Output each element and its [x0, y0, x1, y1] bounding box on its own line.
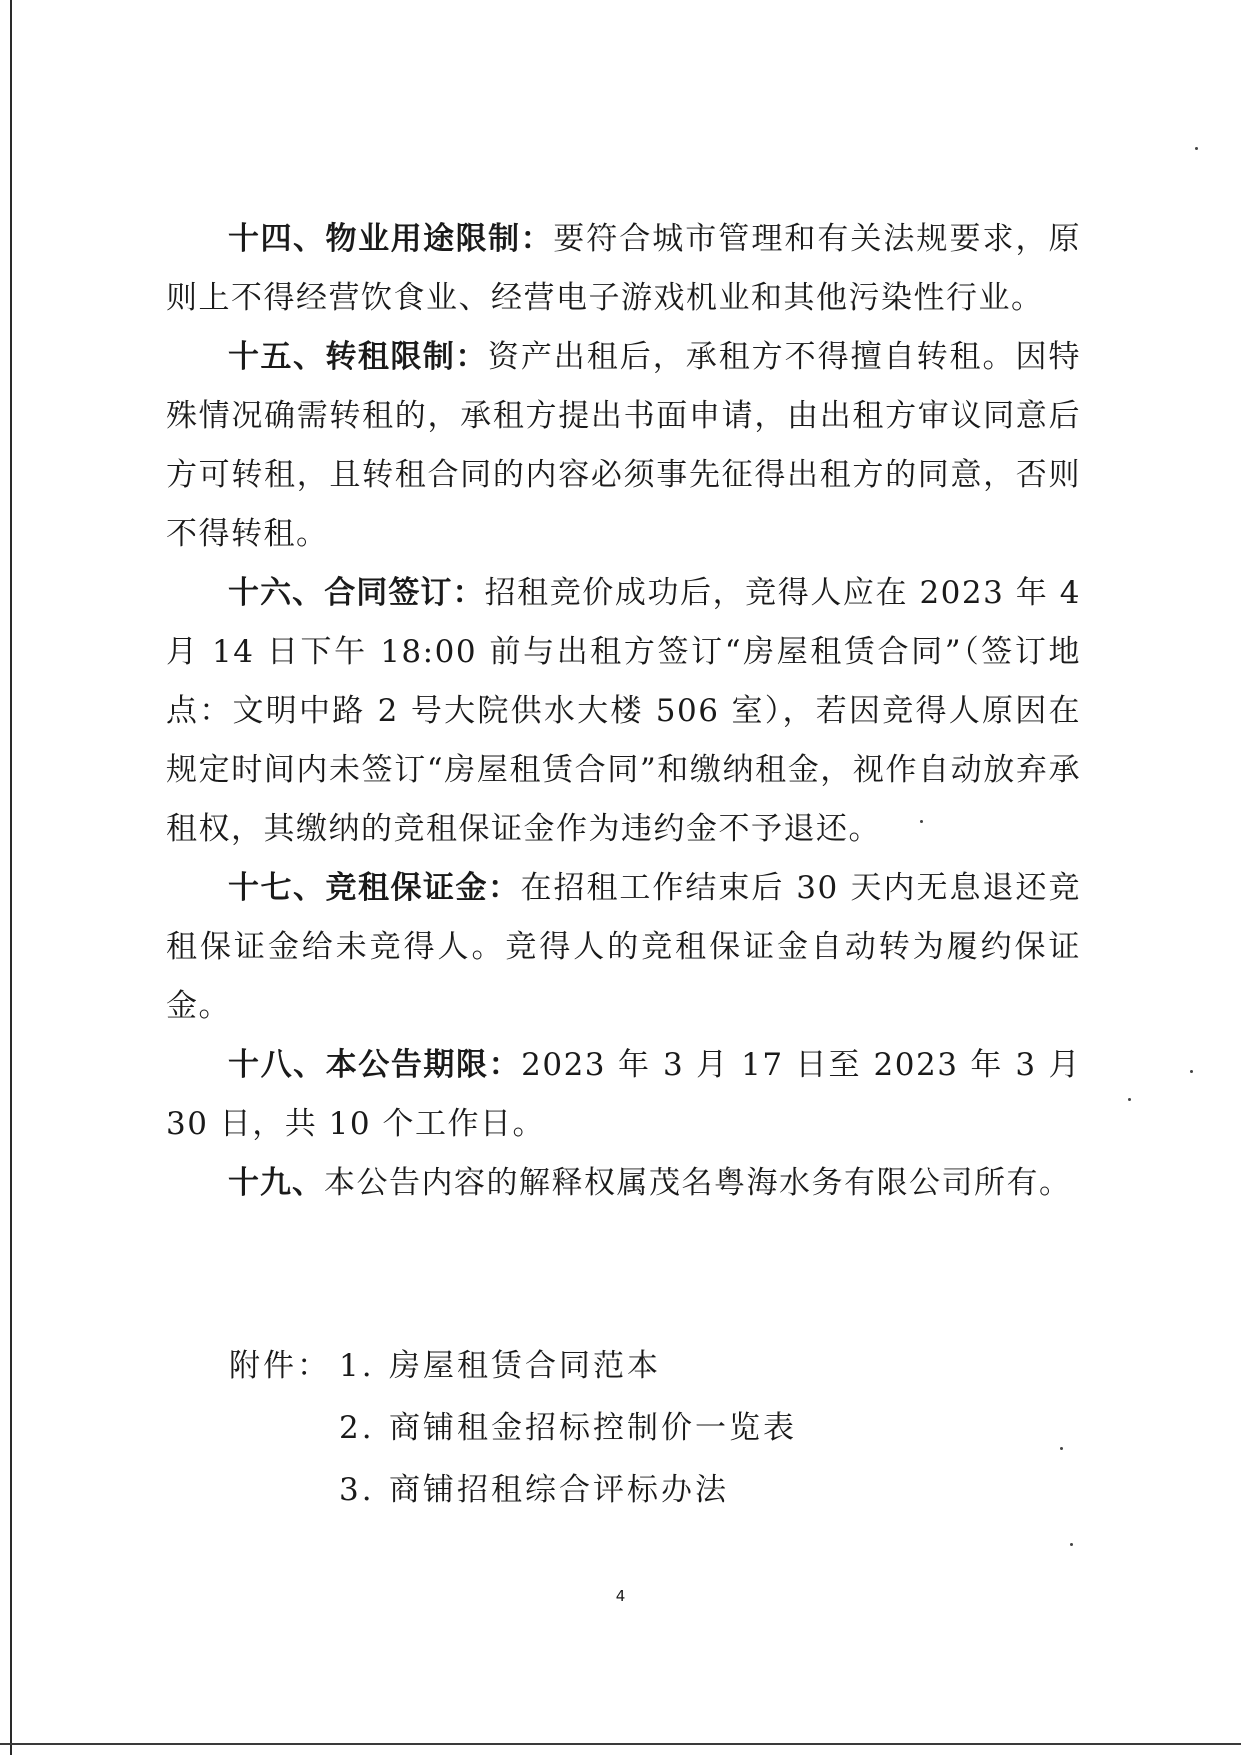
attachment-number: 3. — [339, 1472, 375, 1508]
section-17 — [166, 859, 1081, 1036]
attachment-title: 商铺租金招标控制价一览表 — [389, 1410, 797, 1446]
scan-speck — [1190, 1070, 1193, 1073]
section-heading: 十九、 — [228, 1165, 324, 1201]
attachment-title: 房屋租赁合同范本 — [389, 1348, 661, 1384]
attachment-item — [229, 1335, 797, 1397]
section-heading: 十六、合同签订： — [228, 575, 485, 611]
scan-speck — [1070, 1543, 1073, 1546]
attachment-item — [229, 1459, 797, 1521]
section-text: 要符合城市管理和有关法规要求，原则上不得经营饮食业、经营电子游戏机业和其他污染性行业。 — [166, 221, 1082, 316]
section-heading: 十七、竞租保证金： — [228, 870, 521, 906]
announcement-body — [166, 210, 1081, 1213]
section-16 — [166, 564, 1081, 859]
scan-left-edge — [10, 0, 12, 1755]
section-14 — [166, 210, 1081, 328]
section-text: 在招租工作结束后 30 天内无息退还竞租保证金给未竞得人。竞得人的竞租保证金自动转为履约保证金。 — [166, 870, 1082, 1024]
section-text: 资产出租后，承租方不得擅自转租。因特殊情况确需转租的，承租方提出书面申请，由出租方审议同意后方可转租，且转租合同的内容必须事先征得出租方的同意，否则不得转租。 — [166, 339, 1082, 552]
scan-bottom-edge — [0, 1743, 1241, 1745]
attachment-item — [229, 1397, 797, 1459]
attachment-number: 2. — [339, 1410, 375, 1446]
section-heading: 十八、本公告期限： — [228, 1047, 522, 1083]
section-heading: 十五、转租限制： — [228, 339, 488, 375]
scan-speck — [1128, 1098, 1131, 1101]
scan-speck — [1060, 1447, 1063, 1450]
section-text: 招租竞价成功后，竞得人应在 2023 年 4 月 14 日下午 18:00 前与出租方签订“房屋租赁合同”（签订地点：文明中路 2 号大院供水大楼 506 室），若因竞得人原因在规定时间内未签订“房屋租赁合同”和缴纳租金，视作自动放弃承租权，其缴纳的竞租保证金作为违约金不予退还。 — [166, 575, 1082, 847]
scan-speck — [1195, 147, 1198, 150]
page-number: 4 — [615, 1587, 626, 1605]
section-text: 2023 年 3 月 17 日至 2023 年 3 月 30 日，共 10 个工作日。 — [166, 1047, 1081, 1142]
attachment-title: 商铺招租综合评标办法 — [389, 1472, 729, 1508]
attachments-label: 附件： — [229, 1348, 331, 1384]
section-19 — [166, 1154, 1081, 1213]
section-heading: 十四、物业用途限制： — [228, 221, 554, 257]
section-text: 本公告内容的解释权属茂名粤海水务有限公司所有。 — [324, 1165, 1072, 1201]
attachment-number: 1. — [339, 1348, 375, 1384]
attachments-list — [229, 1335, 797, 1521]
section-18 — [166, 1036, 1081, 1154]
section-15 — [166, 328, 1081, 564]
